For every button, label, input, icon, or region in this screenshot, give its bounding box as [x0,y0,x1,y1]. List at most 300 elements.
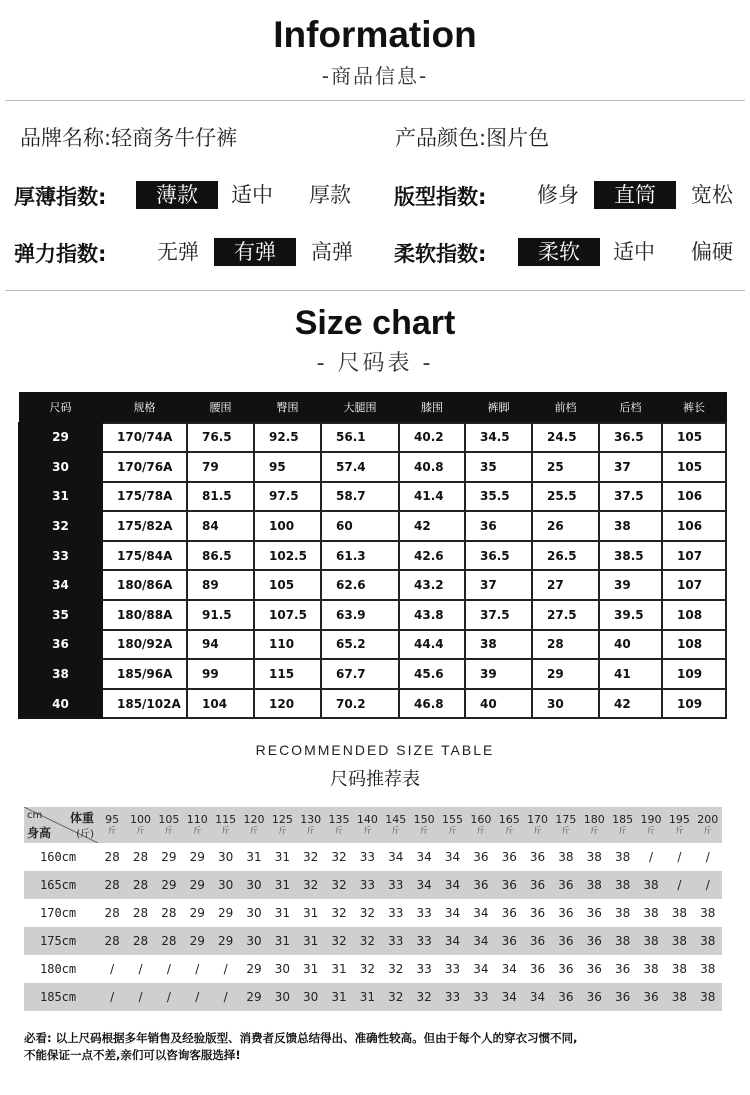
weight-value: 95 [105,813,120,826]
weight-header-cell [297,807,325,843]
size-value-cell: 36 [465,511,532,541]
size-value-cell: 120 [254,689,321,719]
size-value-cell: 58.7 [321,482,399,512]
recommend-size-cell: 32 [382,983,410,1011]
size-value-cell: 185/102A [102,689,187,719]
recommend-size-cell: 36 [552,927,580,955]
recommend-size-cell: 32 [388,962,404,976]
size-value-cell: 81.5 [187,482,254,512]
weight-unit: 斤 [703,826,712,835]
recommend-size-cell: 38 [586,850,602,864]
weight-value: 120 [243,813,265,826]
weight-header-cell [580,807,608,843]
recommend-size-cell: 38 [694,983,722,1011]
size-header-cell: 膝围 [399,393,465,423]
size-label-cell: 33 [19,541,102,571]
weight-unit: 斤 [618,826,627,835]
recommend-title-en: RECOMMENDED SIZE TABLE [255,742,495,758]
size-value-cell: 37 [465,570,532,600]
size-value-cell: 39 [465,659,532,689]
recommend-size-cell: 33 [353,871,381,899]
recommend-size-cell: 29 [211,927,239,955]
recommend-size-cell: 36 [637,983,665,1011]
recommend-size-cell: 29 [183,927,211,955]
weight-header-cell [325,807,353,843]
size-value-cell: 180/92A [102,630,187,660]
recommend-size-cell: 28 [161,906,177,920]
recommend-size-cell: 30 [217,850,234,864]
size-value-cell: 26.5 [532,541,599,571]
size-label-cell: 38 [19,659,102,689]
recommend-size-cell: 33 [438,983,466,1011]
size-value-cell: 97.5 [254,482,321,512]
size-value-cell: 36.5 [465,541,532,571]
recommend-size-cell: 36 [523,927,551,955]
fit-option-loose: 宽松 [691,183,733,207]
size-value-cell: 180/88A [102,600,187,630]
recommend-size-cell: 36 [529,962,546,976]
weight-value: 105 [158,813,180,826]
size-value-cell: 110 [254,630,321,660]
weight-value: 195 [668,813,690,826]
recommend-size-cell: / [694,871,722,899]
size-chart-title: Size chart [294,304,456,342]
fit-label: 版型指数: [394,185,487,209]
recommend-size-cell: 36 [558,962,574,976]
weight-header-cell [552,807,580,843]
corner-jin: (斤) [76,829,94,840]
weight-value: 200 [697,813,719,826]
recommend-title-cn: 尺码推荐表 [330,769,420,790]
size-value-cell: 79 [187,452,254,482]
weight-value: 185 [612,813,634,826]
recommend-size-cell: 28 [98,927,126,955]
size-row [19,482,726,512]
recommend-size-cell: 28 [104,850,120,864]
recommend-size-cell: / [110,962,115,976]
softness-option-soft: 柔软 [518,238,600,266]
recommend-size-cell: 36 [586,962,602,976]
recommend-size-cell: 36 [495,871,523,899]
recommend-size-cell: 32 [353,927,381,955]
size-value-cell: 84 [187,511,254,541]
corner-cm: cm [27,810,43,821]
recommend-size-cell: 38 [558,850,574,864]
size-value-cell: 102.5 [254,541,321,571]
recommend-row [24,983,722,1011]
brand-name: 品牌名称:轻商务牛仔裤 [20,126,238,150]
recommend-size-cell: 36 [580,983,608,1011]
weight-header-cell [240,807,268,843]
recommend-size-cell: 34 [410,871,438,899]
recommend-row [24,927,722,955]
corner-cell [24,807,98,843]
recommend-size-cell: 36 [529,906,546,920]
note-line-1: 必看: 以上尺码根据多年销售及经验版型、消费者反馈总结得出、准确性较高。但由于每个人的穿衣习惯不同, [24,1031,578,1045]
weight-header-cell [523,807,551,843]
weight-value: 130 [300,813,322,826]
size-value-cell: 95 [254,452,321,482]
size-value-cell: 67.7 [321,659,399,689]
weight-header-cell [467,807,495,843]
recommend-size-cell: / [195,962,200,976]
recommend-size-cell: 32 [297,871,325,899]
recommend-size-cell: 36 [552,871,580,899]
size-row [19,630,726,660]
recommend-size-cell: 31 [274,906,290,920]
weight-unit: 斤 [278,826,287,835]
weight-value: 175 [555,813,577,826]
recommend-size-cell: 38 [580,871,608,899]
weight-unit: 斤 [335,826,344,835]
recommend-size-cell: 29 [240,983,268,1011]
recommend-size-cell: 36 [501,850,517,864]
weight-value: 135 [328,813,350,826]
height-cell: 180cm [40,962,77,976]
weight-header-cell [211,807,239,843]
recommend-size-cell: 38 [608,871,636,899]
recommend-size-cell: 36 [552,983,580,1011]
size-value-cell: 100 [254,511,321,541]
size-value-cell: 115 [254,659,321,689]
weight-header-cell [155,807,183,843]
recommend-size-cell: 38 [637,871,665,899]
weight-header-cell [126,807,154,843]
size-value-cell: 107 [662,570,726,600]
corner-height: 身高 [27,826,52,840]
size-value-cell: 89 [187,570,254,600]
size-value-cell: 63.9 [321,600,399,630]
recommend-size-cell: 34 [473,906,489,920]
size-header-cell: 裤脚 [465,393,532,423]
recommend-size-cell: 36 [558,906,574,920]
weight-value: 115 [215,813,237,826]
size-label-cell: 31 [19,482,102,512]
recommend-size-cell: 28 [155,927,183,955]
size-value-cell: 41.4 [399,482,465,512]
weight-unit: 斤 [448,826,457,835]
recommend-size-cell: 33 [416,962,432,976]
recommend-size-cell: 38 [643,906,659,920]
size-row [19,452,726,482]
size-label-cell: 30 [19,452,102,482]
weight-header-cell [438,807,466,843]
recommend-size-cell: 34 [495,983,523,1011]
size-value-cell: 40.2 [399,423,465,453]
recommend-row [24,955,722,983]
weight-unit: 斤 [533,826,542,835]
thickness-option-thick: 厚款 [309,183,351,207]
recommend-size-cell: 38 [615,850,631,864]
size-label-cell: 36 [19,630,102,660]
recommend-size-cell: / [677,850,682,864]
size-value-cell: 26 [532,511,599,541]
note-line-2: 不能保证一点不差,亲们可以咨询客服选择! [24,1048,241,1062]
weight-value: 155 [441,813,463,826]
recommend-size-cell: 34 [444,850,461,864]
recommend-size-cell: 30 [240,927,268,955]
size-header-cell: 臀围 [254,393,321,423]
size-value-cell: 42 [399,511,465,541]
weight-header-cell [382,807,410,843]
size-row [19,541,726,571]
recommend-size-cell: 32 [359,962,376,976]
size-value-cell: 39 [599,570,662,600]
fit-option-slim: 修身 [537,183,579,207]
size-value-cell: 38 [465,630,532,660]
size-value-cell: 86.5 [187,541,254,571]
size-value-cell: 175/82A [102,511,187,541]
size-value-cell: 42 [599,689,662,719]
recommend-size-cell: 32 [359,906,376,920]
size-value-cell: 105 [254,570,321,600]
weight-header-cell [665,807,693,843]
weight-unit: 斤 [476,826,485,835]
recommend-size-cell: 29 [189,850,205,864]
recommend-size-cell: 32 [325,927,353,955]
weight-unit: 斤 [420,826,429,835]
size-value-cell: 185/96A [102,659,187,689]
weight-unit: 斤 [505,826,514,835]
size-row [19,659,726,689]
weight-unit: 斤 [164,826,173,835]
recommend-size-cell: / [126,983,154,1011]
size-value-cell: 37.5 [465,600,532,630]
recommend-size-cell: 31 [268,927,296,955]
recommend-size-cell: 29 [155,871,183,899]
weight-unit: 斤 [391,826,400,835]
size-header-cell: 大腿围 [321,393,399,423]
size-value-cell: 94 [187,630,254,660]
weight-value: 190 [640,813,662,826]
recommend-size-cell: 31 [303,906,319,920]
recommend-size-cell: 32 [331,850,347,864]
size-value-cell: 46.8 [399,689,465,719]
recommend-size-cell: 28 [132,850,149,864]
recommend-size-cell: 33 [382,871,410,899]
weight-value: 165 [498,813,520,826]
recommend-size-cell: 38 [615,906,631,920]
size-value-cell: 40 [599,630,662,660]
weight-header-cell [98,807,126,843]
recommend-size-cell: 34 [438,927,466,955]
size-label-cell: 29 [19,423,102,453]
recommend-size-cell: 36 [495,927,523,955]
size-value-cell: 92.5 [254,423,321,453]
weight-header-cell [353,807,381,843]
weight-header-cell [694,807,722,843]
recommend-size-cell: 36 [529,850,546,864]
size-value-cell: 37.5 [599,482,662,512]
size-value-cell: 106 [662,511,726,541]
recommend-size-cell: 33 [410,927,438,955]
thickness-option-thin: 薄款 [136,181,218,209]
recommend-size-cell: 33 [382,927,410,955]
size-value-cell: 43.2 [399,570,465,600]
recommend-size-cell: 33 [467,983,495,1011]
recommend-size-cell: / [138,962,143,976]
size-header-cell: 前档 [532,393,599,423]
recommend-header-row [24,807,722,843]
recommend-size-cell: 31 [353,983,381,1011]
weight-unit: 斤 [193,826,202,835]
elasticity-label: 弹力指数: [14,242,107,266]
recommend-size-cell: 30 [211,871,239,899]
size-value-cell: 27 [532,570,599,600]
height-cell: 165cm [24,871,98,899]
recommend-size-cell: 32 [331,906,347,920]
size-value-cell: 107 [662,541,726,571]
recommend-size-cell: 36 [580,927,608,955]
weight-unit: 斤 [221,826,230,835]
size-value-cell: 35 [465,452,532,482]
recommend-size-cell: 34 [523,983,551,1011]
weight-unit: 斤 [561,826,570,835]
weight-value: 125 [271,813,293,826]
size-value-cell: 39.5 [599,600,662,630]
recommend-size-cell: 30 [246,906,262,920]
size-value-cell: 170/76A [102,452,187,482]
size-header-cell: 后档 [599,393,662,423]
size-value-cell: 57.4 [321,452,399,482]
recommend-size-cell: / [155,983,183,1011]
elasticity-option-none: 无弹 [157,240,199,264]
recommend-size-cell: / [183,983,211,1011]
recommend-size-cell: 38 [665,927,693,955]
weight-unit: 斤 [675,826,684,835]
softness-option-medium: 适中 [613,240,655,264]
size-header-cell: 裤长 [662,393,726,423]
recommend-size-cell: 29 [246,962,262,976]
recommend-row [24,871,722,899]
recommend-size-cell: 32 [410,983,438,1011]
weight-header-cell [410,807,438,843]
recommend-size-cell: 28 [104,906,120,920]
recommend-size-cell: 28 [126,927,154,955]
size-header-cell: 尺码 [19,393,102,423]
size-value-cell: 62.6 [321,570,399,600]
weight-header-cell [268,807,296,843]
recommend-size-cell: 29 [183,871,211,899]
recommend-size-cell: 33 [444,962,461,976]
recommend-size-cell: 38 [608,927,636,955]
size-value-cell: 35.5 [465,482,532,512]
recommend-size-cell: 38 [643,962,659,976]
height-cell: 185cm [24,983,98,1011]
recommend-size-cell: 36 [473,850,489,864]
recommend-size-cell: 34 [438,871,466,899]
recommend-size-cell: 36 [615,962,631,976]
recommend-size-cell: 31 [297,927,325,955]
size-value-cell: 36.5 [599,423,662,453]
size-value-cell: 29 [532,659,599,689]
recommend-size-cell: 31 [246,850,262,864]
size-header-cell: 腰围 [187,393,254,423]
size-value-cell: 109 [662,659,726,689]
recommend-size-cell: 38 [694,927,722,955]
size-value-cell: 37 [599,452,662,482]
size-value-cell: 27.5 [532,600,599,630]
recommend-size-cell: 38 [671,906,687,920]
recommend-size-cell: 36 [586,906,602,920]
softness-label: 柔软指数: [394,242,487,266]
info-subtitle: -商品信息- [321,64,429,88]
weight-value: 140 [356,813,378,826]
thickness-option-medium: 适中 [231,183,273,207]
recommend-size-cell: 34 [444,906,461,920]
size-value-cell: 40.8 [399,452,465,482]
size-value-cell: 45.6 [399,659,465,689]
recommend-size-cell: 38 [637,927,665,955]
height-cell: 160cm [40,850,77,864]
size-value-cell: 180/86A [102,570,187,600]
size-value-cell: 105 [662,423,726,453]
size-value-cell: 25.5 [532,482,599,512]
size-value-cell: 175/84A [102,541,187,571]
recommend-size-cell: / [211,983,239,1011]
recommend-size-cell: 28 [126,871,154,899]
thickness-label: 厚薄指数: [14,185,107,209]
size-label-cell: 32 [19,511,102,541]
size-row [19,600,726,630]
divider [5,290,745,291]
size-chart-table [18,392,727,719]
size-row [19,511,726,541]
size-note [24,1030,724,1064]
recommend-size-cell: 31 [325,983,353,1011]
recommend-size-cell: 31 [274,850,290,864]
size-value-cell: 44.4 [399,630,465,660]
recommend-size-cell: 30 [240,871,268,899]
product-color: 产品颜色:图片色 [395,126,550,150]
info-title: Information [273,14,477,55]
recommend-size-cell: / [98,983,126,1011]
recommend-size-cell: 28 [132,906,149,920]
size-value-cell: 76.5 [187,423,254,453]
weight-unit: 斤 [647,826,655,835]
weight-value: 145 [385,813,407,826]
recommend-size-cell: / [705,850,710,864]
size-header-cell: 规格 [102,393,187,423]
recommend-size-cell: 28 [98,871,126,899]
size-value-cell: 105 [662,452,726,482]
weight-value: 170 [527,813,549,826]
size-chart-subtitle: - 尺码表 - [316,351,434,376]
recommend-size-cell: 33 [388,906,404,920]
recommend-size-cell: 33 [359,850,376,864]
size-value-cell: 25 [532,452,599,482]
size-value-cell: 41 [599,659,662,689]
size-value-cell: 91.5 [187,600,254,630]
size-value-cell: 56.1 [321,423,399,453]
divider [5,100,745,101]
recommend-size-cell: 34 [416,850,432,864]
size-value-cell: 40 [465,689,532,719]
recommend-size-cell: 32 [303,850,319,864]
size-value-cell: 109 [662,689,726,719]
recommend-size-cell: 31 [331,962,347,976]
size-value-cell: 106 [662,482,726,512]
recommend-size-cell: 31 [268,871,296,899]
recommend-size-cell: 33 [416,906,432,920]
weight-value: 180 [583,813,605,826]
recommend-table [24,807,722,1011]
size-value-cell: 107.5 [254,600,321,630]
recommend-size-cell: 29 [189,906,205,920]
recommend-size-cell: 36 [501,906,517,920]
weight-header-cell [637,807,665,843]
recommend-size-cell: 34 [388,850,404,864]
